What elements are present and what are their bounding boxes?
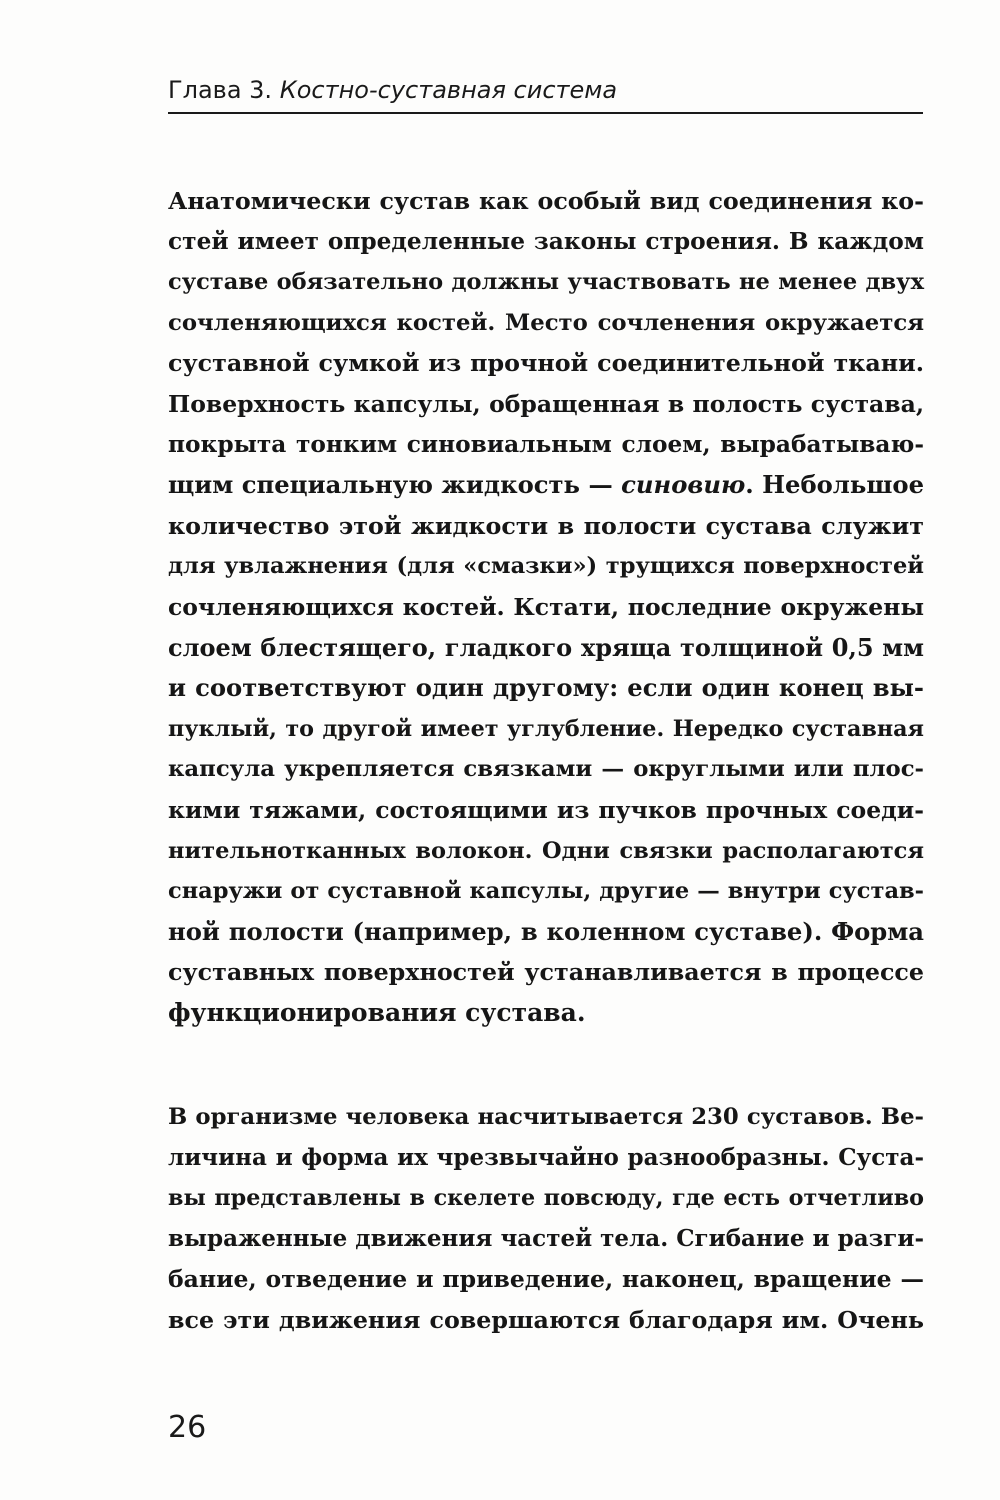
page-number: 26 — [168, 1410, 207, 1445]
paragraph-1 — [168, 181, 924, 1033]
text-line: суставе обязательно должны участвовать не менее двух — [168, 269, 924, 296]
paragraph-2 — [168, 1097, 924, 1341]
text-line: вы представлены в скелете повсюду, где есть отчетливо — [168, 1185, 924, 1212]
emphasized-term: синовию — [621, 470, 746, 500]
text-line: стей имеет определенные законы строения. В каждом — [168, 227, 924, 255]
text-line: сочленяющихся костей. Место сочленения окружается — [168, 309, 924, 336]
text-line — [168, 465, 924, 506]
text-line: выраженные движения частей тела. Сгибание и разги- — [168, 1224, 924, 1252]
text-segment: . Небольшое — [745, 470, 925, 500]
text-line: В организме человека насчитывается 230 суставов. Ве- — [168, 1104, 924, 1130]
text-line: бание, отведение и приведение, наконец, вращение — — [168, 1265, 924, 1294]
text-line: суставных поверхностей устанавливается в процессе — [168, 958, 924, 987]
text-line: снаружи от суставной капсулы, другие — внутри сустав- — [168, 878, 924, 905]
text-line: кими тяжами, состоящими из пучков прочных соеди- — [168, 795, 924, 824]
text-line: нительнотканных волокон. Одни связки располагаются — [168, 837, 924, 864]
text-line: личина и форма их чрезвычайно разнообразны. Суста- — [168, 1143, 924, 1171]
text-line: Поверхность капсулы, обращенная в полость сустава, — [168, 389, 924, 418]
text-line: все эти движения совершаются благодаря им. Очень — [168, 1305, 924, 1334]
text-line: функционирования сустава. — [168, 997, 586, 1027]
text-line: Анатомически сустав как особый вид соединения ко- — [168, 187, 924, 215]
text-line: и соответствуют один другому: если один конец вы- — [168, 673, 924, 703]
text-line: капсула укрепляется связками — округлыми или плос- — [168, 756, 924, 783]
chapter-title: Костно-суставная система — [279, 76, 618, 104]
text-line: суставной сумкой из прочной соединительной ткани. — [168, 349, 924, 378]
text-line: для увлажнения (для «смазки») трущихся поверхностей — [168, 553, 924, 580]
text-line: слоем блестящего, гладкого хряща толщиной 0,5 мм — [168, 632, 924, 662]
text-line: количество этой жидкости в полости сустава служит — [168, 511, 924, 540]
text-line: сочленяющихся костей. Кстати, последние окружены — [168, 592, 924, 621]
text-line: ной полости (например, в коленном суставе). Форма — [168, 916, 924, 946]
text-segment: щим специальную жидкость — — [168, 470, 622, 500]
text-line: пуклый, то другой имеет углубление. Нередко суставная — [168, 715, 924, 742]
chapter-label: Глава 3. — [168, 76, 273, 104]
text-line: покрыта тонким синовиальным слоем, вырабатываю- — [168, 430, 924, 458]
running-head — [168, 68, 923, 114]
